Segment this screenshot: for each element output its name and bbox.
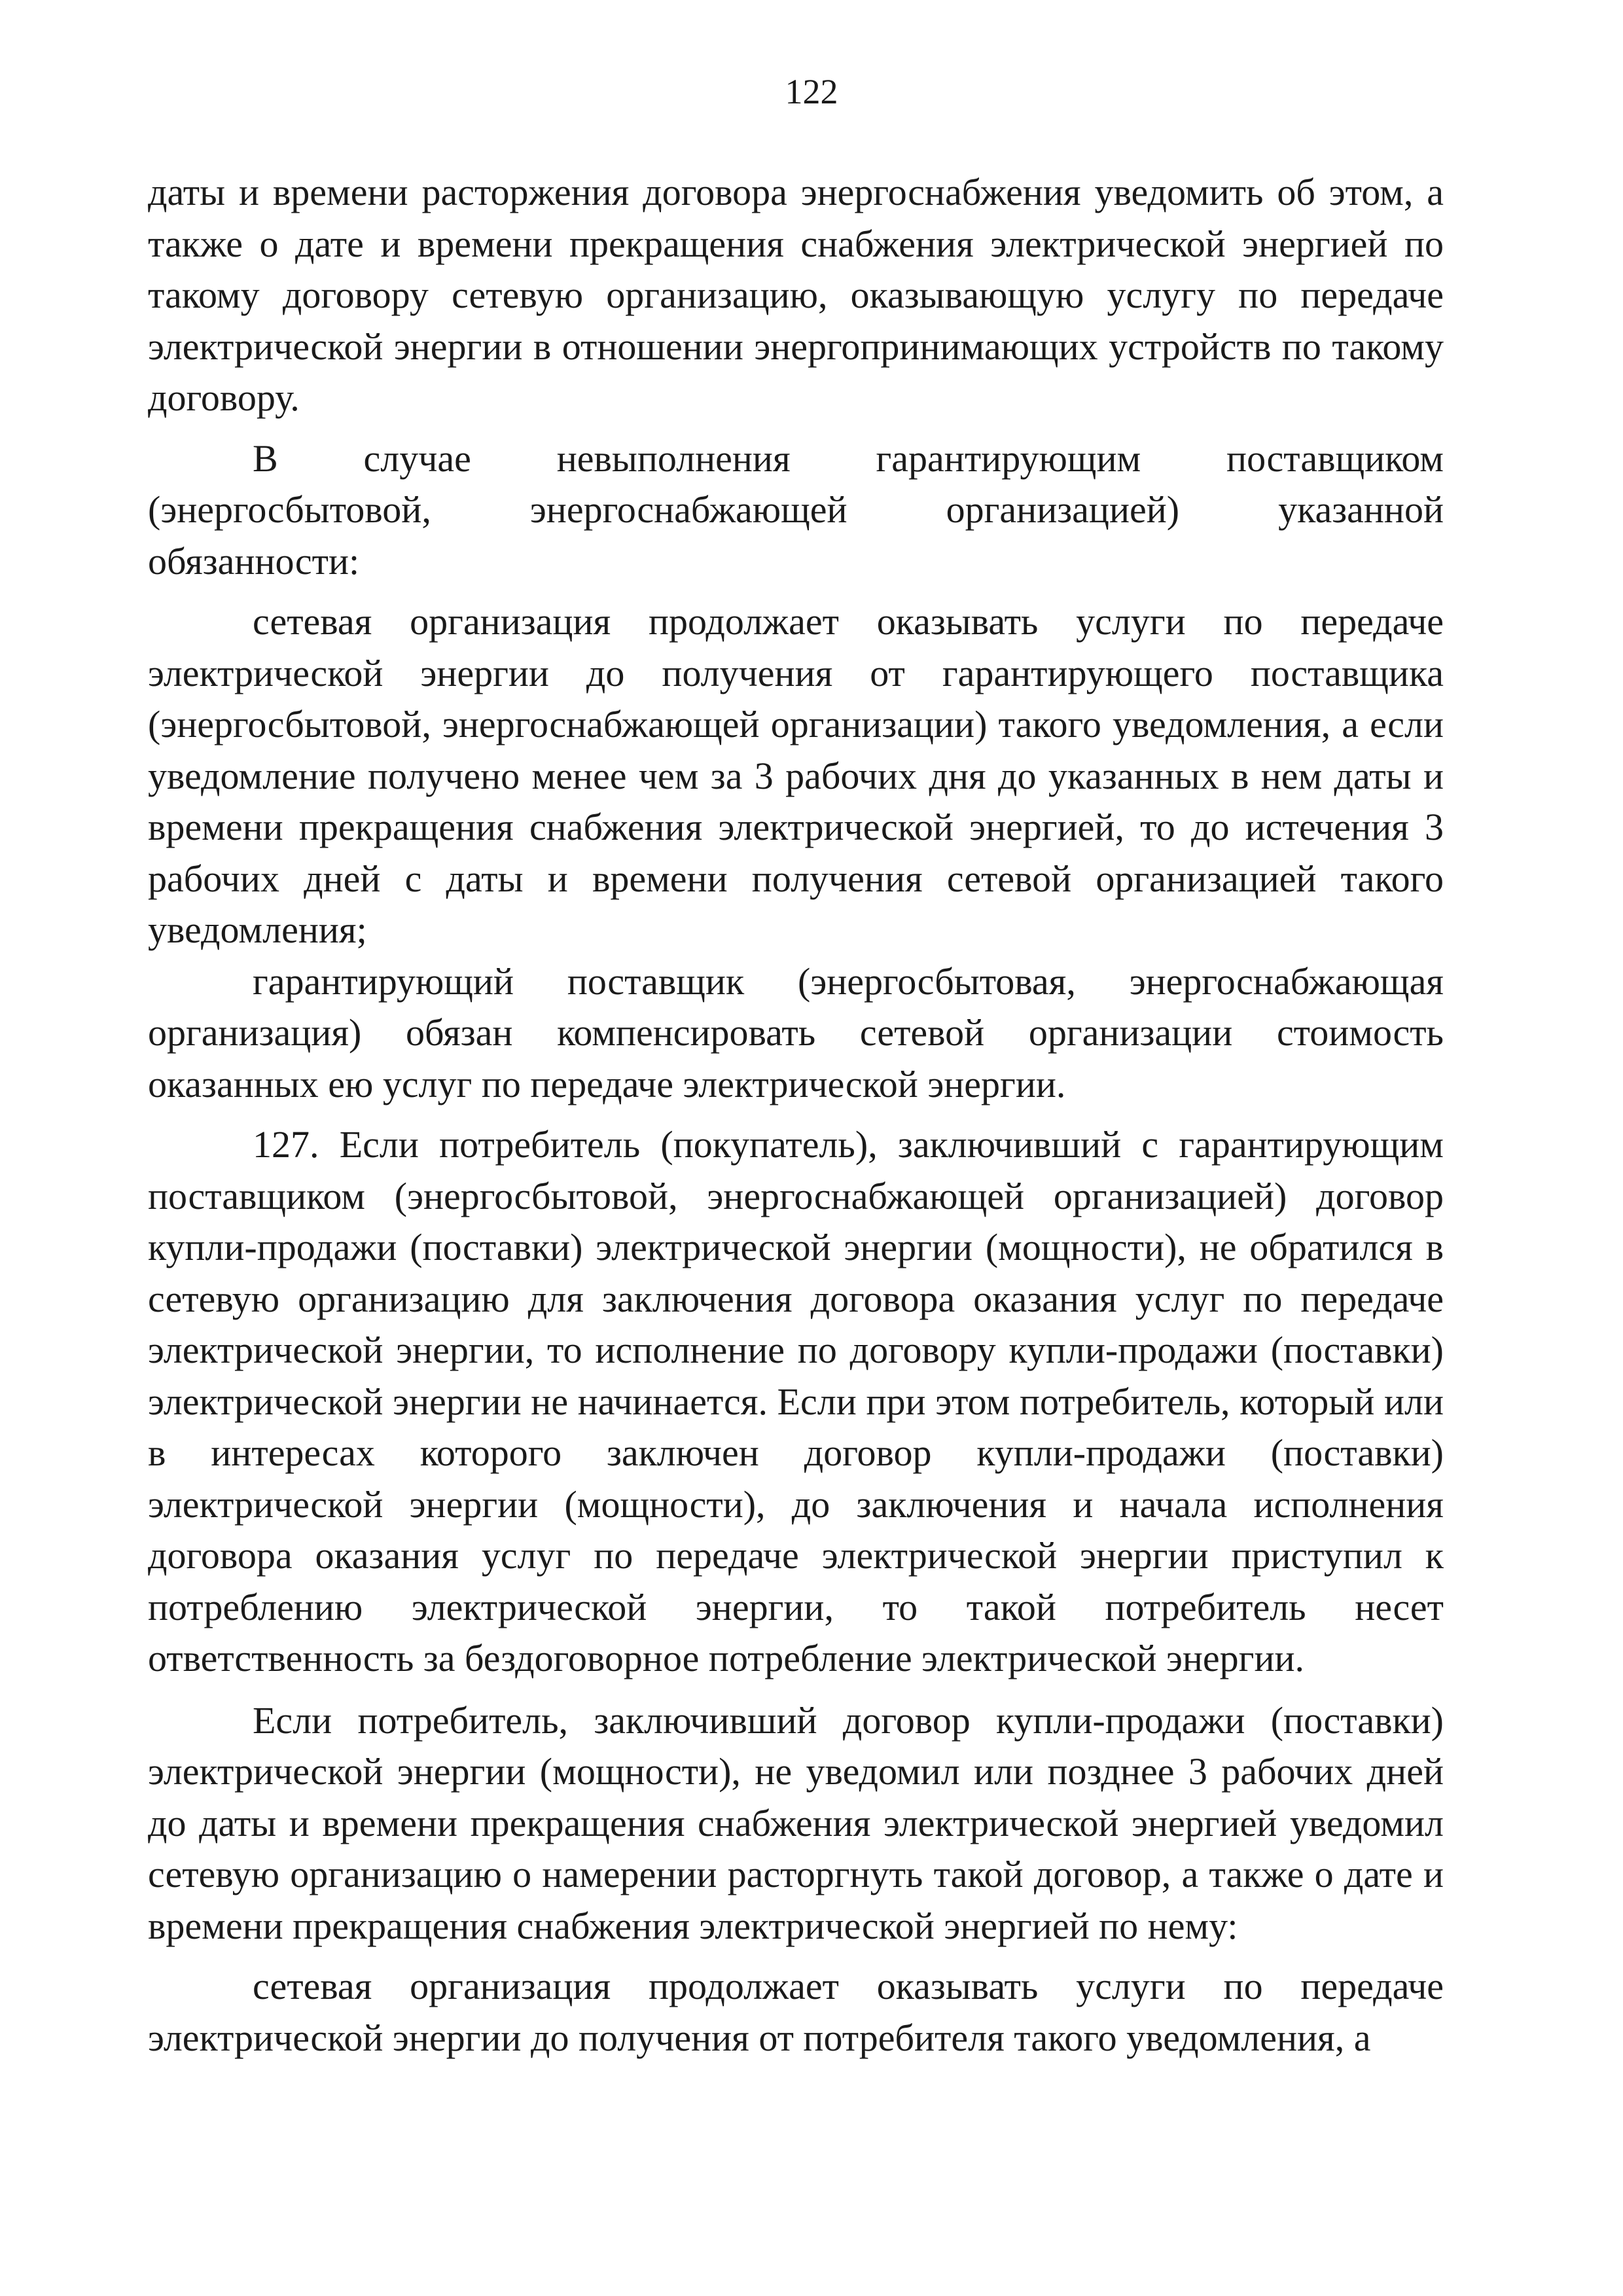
word: гарантирующим (876, 437, 1141, 480)
text-line (148, 484, 1444, 536)
word: указанной (1278, 488, 1444, 531)
document-body (148, 167, 1444, 2064)
paragraph-supplier-compensates: гарантирующий поставщик (энергосбытовая, энергоснабжающая организация) обязан компенсировать сетевой организации стоимость оказанных ею услуг по передаче электрической энергии. (148, 960, 1444, 1105)
paragraph-127: 127. Если потребитель (покупатель), заключивший с гарантирующим поставщиком (энергосбытовой, энергоснабжающей организацией) договор купли-продажи (поставки) электрической энергии (мощности), не обратился в сетевую организацию для заключения договора оказания услуг по передаче электрической энергии, то исполнение по договору купли-продажи (поставки) электрической энергии не начинается. Если при этом потребитель, который или в интересах которого заключен договор купли-продажи (поставки) электрической энергии (мощности), до заключения и начала исполнения договора оказания услуг по передаче электрической энергии приступил к потреблению электрической энергии, то такой потребитель несет ответственность за бездоговорное потребление электрической энергии. (148, 1123, 1444, 1679)
paragraph-network-continues: сетевая организация продолжает оказывать услуги по передаче электрической энергии до получения от гарантирующего поставщика (энергосбытовой, энергоснабжающей организации) такого уведомления, а если уведомление получено менее чем за 3 рабочих дня до указанных в нем даты и времени прекращения снабжения электрической энергией, то до истечения 3 рабочих дней с даты и времени получения сетевой организацией такого уведомления; (148, 600, 1444, 951)
word: (энергосбытовой, (148, 488, 431, 531)
word: случае (363, 437, 471, 480)
word: организацией) (946, 488, 1180, 531)
word: невыполнения (556, 437, 791, 480)
paragraph-consumer-not-notified: Если потребитель, заключивший договор купли-продажи (поставки) электрической энергии (мощности), не уведомил или позднее 3 рабочих дней до даты и времени прекращения снабжения электрической энергией уведомил сетевую организацию о намерении расторгнуть такой договор, а также о дате и времени прекращения снабжения электрической энергией по нему: (148, 1698, 1444, 1947)
paragraph-failure-case (148, 433, 1444, 588)
word: В (253, 437, 278, 480)
page-number: 122 (785, 72, 838, 111)
paragraph-network-continues-consumer: сетевая организация продолжает оказывать услуги по передаче электрической энергии до получения от потребителя такого уведомления, а (148, 1965, 1444, 2059)
word: поставщиком (1226, 437, 1444, 480)
text-line: обязанности: (148, 539, 360, 583)
paragraph-termination-notice: даты и времени расторжения договора энергоснабжения уведомить об этом, а также о дате и времени прекращения снабжения электрической энергией по такому договору сетевую организацию, оказывающую услугу по передаче электрической энергии в отношении энергопринимающих устройств по такому договору. (148, 171, 1444, 419)
word: энергоснабжающей (529, 488, 847, 531)
text-line (148, 433, 1444, 485)
